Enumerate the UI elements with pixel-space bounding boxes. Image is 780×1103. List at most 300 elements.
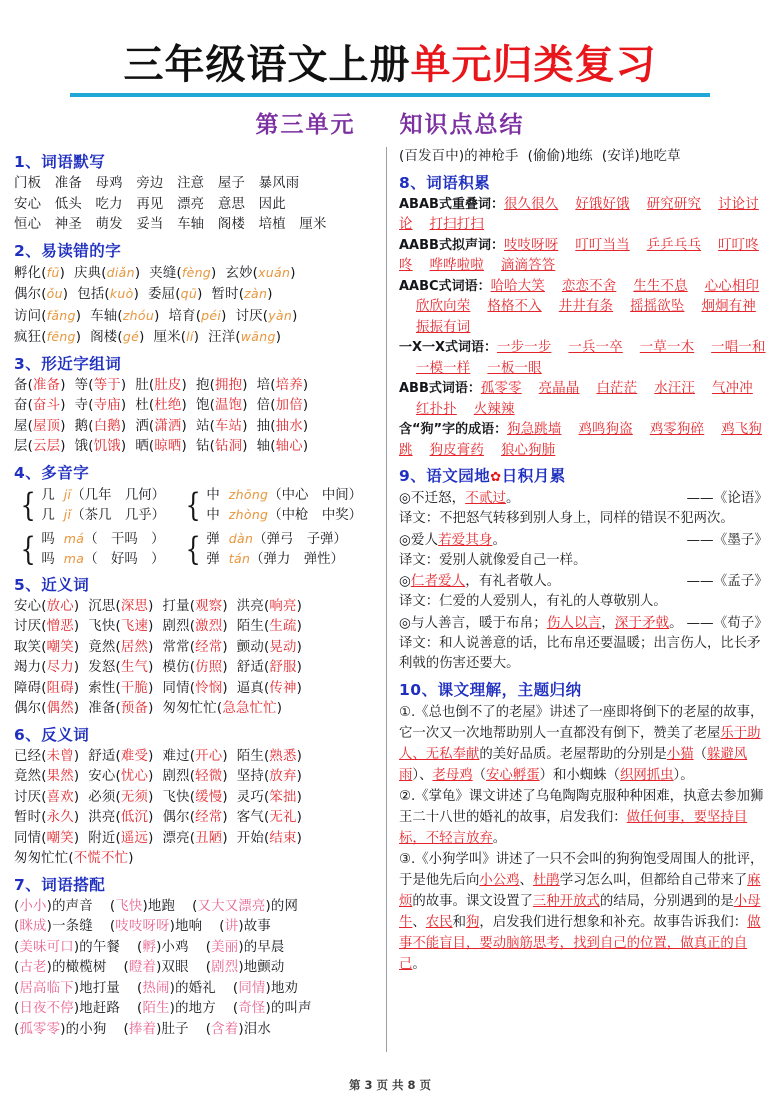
synonym-item <box>163 640 228 655</box>
pinyin-row <box>14 263 376 285</box>
similar-char-item <box>14 378 66 393</box>
word: 访问 <box>14 308 42 324</box>
answer-word: 无礼 <box>269 810 297 825</box>
polyphone-char: 弹 <box>206 552 220 567</box>
prompt-word: 坚持 <box>236 769 264 784</box>
quote-source: ——《墨子》 <box>686 531 768 548</box>
paren: ) <box>73 980 80 996</box>
paren: ( <box>189 789 196 805</box>
pinyin-item <box>90 330 144 345</box>
brace-icon: { <box>185 486 201 524</box>
paren: ) <box>120 418 127 434</box>
paren: ( <box>270 439 276 454</box>
head-word: 肚子 <box>161 1021 189 1037</box>
vocab-word: 鸡飞狗跳 <box>399 422 762 458</box>
base-char: 钻 <box>195 439 210 454</box>
polyphone-row <box>206 549 347 570</box>
head-word: 一条缝 <box>52 919 93 934</box>
paren: ( <box>205 1021 212 1037</box>
paren: ) <box>156 1021 162 1037</box>
quote-entry <box>399 613 768 634</box>
antonym-item <box>237 749 302 764</box>
paren: ) <box>60 439 66 454</box>
answer-word: 杜绝 <box>154 398 182 413</box>
paren: ( <box>117 308 123 324</box>
pinyin: gé <box>122 329 140 344</box>
prompt-word: 偶尔 <box>14 701 42 716</box>
dictation-line: 门板 准备 母鸡 旁边 注意 屋子 暴风雨 <box>14 176 300 191</box>
answer-word: 笨拙 <box>269 789 297 805</box>
collocation-item <box>110 919 202 934</box>
answer-word: 结束 <box>269 830 297 846</box>
modifier-word: 奇怪 <box>238 1001 266 1016</box>
body-text: 、 <box>519 872 533 888</box>
polyphone-row <box>41 485 165 506</box>
paren: ) <box>142 898 148 914</box>
polyphone-words: （ 好吗 ） <box>84 552 165 567</box>
paren: ( <box>216 701 223 716</box>
paren: ( <box>115 619 121 634</box>
collocation-item <box>123 1022 188 1037</box>
paren: ) <box>221 308 227 324</box>
modifier-word: 偷偷 <box>533 149 561 164</box>
antonym-item <box>14 831 79 846</box>
base-char: 杜 <box>135 398 149 413</box>
paren: ) <box>181 439 187 454</box>
polyphone-words: （几年 几何） <box>71 487 166 503</box>
title-red-part: 单元归类复习 <box>410 42 657 88</box>
head-word: 的午餐 <box>79 939 121 955</box>
modifier-word: 孵 <box>142 939 157 955</box>
quote-plain: ，有礼者敬人。 <box>465 573 561 589</box>
paren: ) <box>238 960 244 975</box>
vocab-word: 狼心狗肺 <box>500 442 556 458</box>
paren: ( <box>41 769 47 784</box>
left-column <box>14 147 386 1052</box>
right-column <box>386 147 768 1052</box>
answer-word: 缓慢 <box>195 789 223 805</box>
polyphone-row <box>206 485 362 506</box>
base-char: 轴 <box>256 439 271 454</box>
answer-word: 喜欢 <box>46 789 74 805</box>
synonym-item <box>237 619 302 634</box>
synonym-item <box>14 640 79 655</box>
section-heading-10: 10、课文理解，主题归纳 <box>399 680 582 699</box>
paren: ( <box>41 830 47 846</box>
polyphone-group-left <box>18 485 165 570</box>
vocab-word: 很久很久 <box>503 196 559 212</box>
vocab-word: 研究研究 <box>646 196 702 212</box>
polyphone-rows <box>41 529 164 570</box>
brace-icon: { <box>20 530 36 568</box>
paren: ) <box>265 898 271 914</box>
vocab-word: 一板一眼 <box>487 360 542 376</box>
paren: ( <box>115 598 121 614</box>
vocab-word: 叮叮当当 <box>575 237 630 253</box>
pinyin-row <box>14 306 376 328</box>
prompt-word: 竭力 <box>14 660 42 675</box>
word: 培育 <box>168 308 196 324</box>
pinyin-item <box>212 287 273 302</box>
quote-source: ——《论语》 <box>686 490 768 506</box>
antonym-item <box>237 831 302 846</box>
collocation-item <box>602 149 681 164</box>
paren: ( <box>14 919 20 934</box>
vocab-word: 气冲冲 <box>712 381 753 396</box>
paren: ( <box>263 769 270 784</box>
antonym-item <box>163 831 228 846</box>
polyphone-char: 中 <box>206 487 220 503</box>
paren: ) <box>265 980 271 996</box>
paren: ) <box>62 287 69 302</box>
prompt-word: 难过 <box>162 748 190 764</box>
collocation-item <box>14 1001 120 1016</box>
paren: ) <box>238 919 244 934</box>
similar-char-item <box>196 398 248 413</box>
section-9-title-2: 日积月累 <box>501 467 566 485</box>
antonym-item <box>163 749 228 764</box>
quote-highlight: 伤人以言 <box>546 614 602 631</box>
footer-page-number: 3 <box>364 1078 373 1092</box>
paren: ) <box>296 810 302 825</box>
vocab-word: 狗急跳墙 <box>507 422 562 437</box>
antonym-item <box>14 810 79 825</box>
answer-word: 抽水 <box>275 418 303 434</box>
paren: ( <box>189 619 196 634</box>
paren: ) <box>458 149 465 164</box>
prompt-word: 飞快 <box>162 789 190 805</box>
quote-plain: 。 <box>506 490 520 506</box>
paren: ) <box>73 1001 80 1016</box>
answer-word: 激烈 <box>195 619 223 634</box>
synonym-item <box>237 640 302 655</box>
collocation-row <box>14 1020 376 1041</box>
collocation-item <box>206 960 285 975</box>
quote-translation: 译文：爱别人就像爱自己一样。 <box>399 552 587 568</box>
key-point: 小公鸡 <box>479 872 520 888</box>
answer-word: 未曾 <box>46 748 74 764</box>
head-word: 的声音 <box>52 898 93 914</box>
answer-word: 遥远 <box>120 830 149 846</box>
paren: ( <box>263 748 270 764</box>
word: 夹缝 <box>149 265 177 281</box>
section-heading-6: 6、反义词 <box>14 725 90 744</box>
collocation-item <box>14 1022 106 1037</box>
pinyin: lí <box>186 329 194 344</box>
paren: ( <box>41 265 47 281</box>
item-number: ③. <box>399 851 416 867</box>
paren: ( <box>27 398 34 413</box>
synonym-item <box>14 701 79 716</box>
vocab-type-label: ABB式词语： <box>399 381 481 396</box>
modifier-word: 美丽 <box>211 939 239 955</box>
prompt-word: 竟然 <box>14 769 42 784</box>
paren: ) <box>154 308 160 324</box>
paren: ) <box>46 960 53 975</box>
paren: ( <box>88 398 94 413</box>
head-word: 地跑 <box>147 898 176 914</box>
answer-word: 温饱 <box>215 398 243 413</box>
word: 车轴 <box>90 308 118 324</box>
vocab-word: 水汪汪 <box>654 381 696 396</box>
paren: ( <box>209 418 215 434</box>
synonym-item <box>88 599 153 614</box>
collocation-item <box>14 940 120 955</box>
paren: ) <box>634 149 640 164</box>
synonym-row <box>14 679 376 700</box>
body-text: 学习怎么叫，但都给自己带来了 <box>559 872 748 888</box>
paren: ( <box>14 960 20 975</box>
body-text: 《掌龟》课文讲述了乌龟陶陶克服种种困难，执意去参加狮王二十八世的婚礼的故事，启发我们： <box>399 788 764 825</box>
vocab-word: 心心相印 <box>704 278 760 294</box>
similar-char-item <box>135 378 187 393</box>
vocab-word: 吱吱呀呀 <box>503 237 559 253</box>
modifier-word: 日夜不停 <box>19 1001 74 1016</box>
answer-word: 车站 <box>215 418 243 434</box>
word: 庆典 <box>74 265 102 281</box>
section-9-title: 9、语文园地 <box>399 467 491 485</box>
answer-word: 经常 <box>195 810 223 825</box>
word: 包括 <box>77 287 105 302</box>
vocab-word: 鸡鸣狗盗 <box>578 422 633 437</box>
quote-translation: 译文：不把怒气转移到别人身上，同样的错误不犯两次。 <box>399 511 734 526</box>
paren: ( <box>115 789 121 805</box>
quote-plain: 爱人 <box>410 531 439 548</box>
synonym-item <box>14 599 79 614</box>
prompt-word: 同情 <box>162 680 190 696</box>
paren: ( <box>263 830 270 846</box>
prompt-word: 漂亮 <box>162 830 190 846</box>
quote-entry <box>399 488 768 509</box>
paren: ( <box>41 748 47 764</box>
vocab-group <box>399 420 768 461</box>
paren: ) <box>148 680 154 696</box>
answer-word: 准备 <box>33 377 61 393</box>
paren: ( <box>115 701 121 716</box>
prompt-word: 匆匆忙忙 <box>162 701 217 716</box>
key-point: 小猫 <box>666 746 694 762</box>
key-point: 小母牛 <box>399 893 761 930</box>
paren: ( <box>263 680 270 696</box>
paren: ) <box>148 619 154 634</box>
similar-char-row <box>14 437 376 458</box>
paren: ) <box>73 769 80 784</box>
head-word: 故事 <box>243 919 271 934</box>
pinyin: kuò <box>109 286 134 301</box>
page-header <box>0 0 780 139</box>
prompt-word: 取笑 <box>14 639 42 655</box>
vocab-group <box>399 236 768 277</box>
antonym-row <box>14 788 376 809</box>
section-6-body <box>14 747 376 870</box>
vocab-word: 恋恋不舍 <box>561 278 617 294</box>
paren: ) <box>211 265 217 281</box>
body-text: 的故事。课文设置了 <box>412 893 533 909</box>
paren: ( <box>41 701 47 716</box>
polyphone-char: 几 <box>41 487 55 503</box>
collocation-item <box>137 940 189 955</box>
similar-char-row <box>14 376 376 397</box>
paren: ) <box>128 851 134 866</box>
paren: ( <box>27 418 34 434</box>
paren: ( <box>209 377 215 393</box>
head-word: 的神枪手 <box>464 149 519 164</box>
paren: ) <box>59 265 65 281</box>
quote-entry <box>399 571 768 592</box>
paren: ) <box>242 398 248 413</box>
answer-word: 阻碍 <box>46 680 74 696</box>
collocation-item <box>528 149 593 164</box>
base-char: 倍 <box>256 398 271 413</box>
vocab-word: 白茫茫 <box>596 381 638 396</box>
paren: ( <box>148 418 155 434</box>
base-char: 肚 <box>135 377 149 393</box>
collocation-item <box>123 960 188 975</box>
polyphone-row <box>41 529 164 550</box>
comprehension-item <box>399 786 768 849</box>
prompt-word: 安心 <box>14 598 42 614</box>
paren: ( <box>41 660 47 675</box>
answer-word: 放心 <box>46 598 74 614</box>
section-heading-5: 5、近义词 <box>14 575 90 594</box>
paren: ) <box>148 598 154 614</box>
paren: ( <box>238 287 245 302</box>
quote-plain: 不迁怒， <box>410 490 466 506</box>
comprehension-item <box>399 702 768 786</box>
vocab-word: 打扫打扫 <box>429 217 484 232</box>
similar-char-item <box>135 398 187 413</box>
paren: ( <box>189 660 196 675</box>
paren: ) <box>73 619 80 634</box>
paren: ) <box>296 769 302 784</box>
collocation-overflow-line <box>399 147 768 168</box>
body-text: ）和小蜘蛛（ <box>539 767 620 783</box>
head-word: 泪水 <box>243 1021 271 1037</box>
paren: ) <box>134 265 141 281</box>
pinyin: fū <box>46 264 60 280</box>
paren: ( <box>195 308 202 324</box>
paren: ) <box>302 418 309 434</box>
pinyin: péi <box>201 307 222 323</box>
polyphone-row <box>206 529 347 550</box>
paren: ( <box>209 439 215 454</box>
modifier-word: 飞快 <box>115 898 143 914</box>
vocab-word: 火辣辣 <box>473 401 515 417</box>
head-word: 地劝 <box>270 980 299 996</box>
paren: ( <box>123 960 129 975</box>
paren: ( <box>270 377 276 393</box>
paren: ( <box>189 769 196 784</box>
antonym-item <box>163 790 228 805</box>
paren: ( <box>123 1021 129 1037</box>
paren: ) <box>302 439 309 454</box>
paren: ) <box>73 789 80 805</box>
answer-word: 放弃 <box>269 769 297 784</box>
base-char: 层 <box>14 439 28 454</box>
section-heading-9 <box>399 464 768 486</box>
paren: ( <box>41 308 47 324</box>
collocation-item <box>14 919 93 934</box>
paren: ) <box>296 639 302 655</box>
quote-text <box>399 613 683 634</box>
prompt-word: 暂时 <box>14 810 42 825</box>
quote-translation: 译文：和人说善意的话，比布帛还要温暖；出言伤人，比长矛利戟的伤害还要大。 <box>399 635 761 671</box>
head-word: 地打量 <box>79 980 121 996</box>
pinyin-item <box>14 330 81 345</box>
answer-word: 无须 <box>120 789 149 805</box>
paren: ( <box>263 639 270 655</box>
modifier-word: 捧着 <box>128 1021 157 1037</box>
section-7-body <box>14 897 376 1041</box>
key-point: 杜鹃 <box>532 872 560 888</box>
quote-mark: ◎ <box>399 490 411 506</box>
synonym-row <box>14 658 376 679</box>
body-text: 《总也倒不了的老屋》讲述了一座即将倒下的老屋的故事，它一次又一次地帮助别人一直都没有倒下，赞美了老屋 <box>399 704 764 741</box>
answer-word: 仿照 <box>195 660 223 675</box>
paren: ) <box>148 701 154 716</box>
paren: ) <box>296 660 302 675</box>
paren: ( <box>137 980 143 996</box>
polyphone-rows <box>41 485 165 526</box>
synonym-item <box>163 599 228 614</box>
similar-char-item <box>257 419 309 434</box>
paren: ( <box>104 287 110 302</box>
antonym-item <box>163 810 228 825</box>
paren: ) <box>197 287 203 302</box>
collocation-item <box>192 899 298 914</box>
modifier-word: 吱吱呀呀 <box>115 919 170 934</box>
pinyin: ǒu <box>46 286 63 301</box>
paren: ) <box>73 680 80 696</box>
paren: ) <box>60 418 66 434</box>
paren: ( <box>41 639 47 655</box>
word: 暂时 <box>211 287 239 302</box>
paren: ( <box>148 398 155 413</box>
similar-char-item <box>196 439 248 454</box>
pinyin-item <box>77 287 139 302</box>
vocab-word: 亮晶晶 <box>538 381 580 396</box>
paren: ) <box>222 830 228 846</box>
paren: ( <box>263 789 270 805</box>
paren: ) <box>242 377 248 393</box>
base-char: 饱 <box>195 398 210 413</box>
paren: ( <box>148 377 155 393</box>
similar-char-item <box>257 378 309 393</box>
vocab-word: 炯炯有神 <box>701 299 756 314</box>
answer-word: 丑陋 <box>195 830 223 846</box>
paren: ( <box>175 287 181 302</box>
paren: ) <box>181 377 187 393</box>
word: 玄妙 <box>225 265 253 281</box>
paren: ) <box>222 748 228 764</box>
paren: ( <box>115 769 121 784</box>
modifier-word: 古老 <box>19 960 47 975</box>
paren: ) <box>120 439 127 454</box>
paren: ) <box>296 598 302 614</box>
paren: ( <box>601 149 608 164</box>
key-point: 三种开放式 <box>532 893 600 909</box>
quote-mark: ◎ <box>399 531 411 548</box>
section-9-body <box>399 488 768 675</box>
paren: ) <box>148 660 154 675</box>
polyphone-brace-group <box>183 529 362 570</box>
quote-mark: ◎ <box>399 573 411 589</box>
paren: ( <box>115 748 121 764</box>
modifier-word: 百发百中 <box>404 149 459 164</box>
pinyin-item <box>90 309 159 324</box>
key-point: 做事不能盲目，要动脑筋思考，找到自己的位置，做真正的自己 <box>399 914 761 972</box>
answer-word: 传神 <box>269 680 297 696</box>
